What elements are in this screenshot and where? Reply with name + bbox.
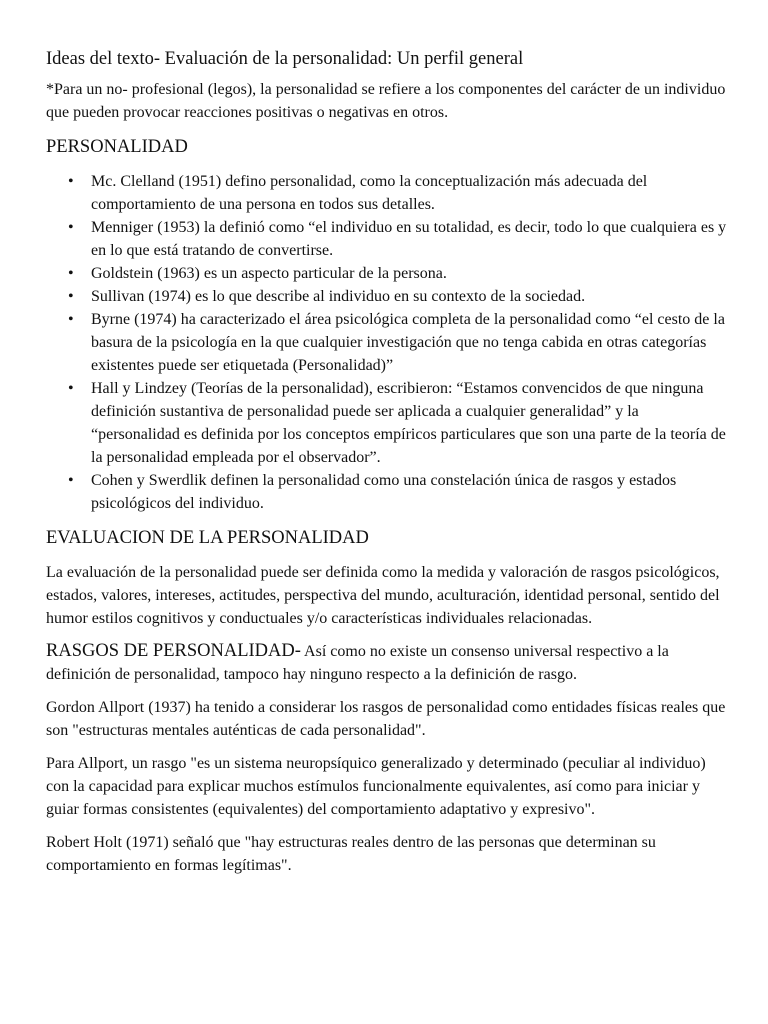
list-item-text: Menniger (1953) la definió como “el individuo en su totalidad, es decir, todo lo que cualquiera es y en lo que está tratando de convertirse. <box>91 219 727 259</box>
allport-1937-paragraph: Gordon Allport (1937) ha tenido a considerar los rasgos de personalidad como entidades físicas reales que son "estructuras mentales auténticas de cada personalidad". <box>46 699 726 739</box>
rasgos-intro-text: Así como no existe un consenso universal respectivo a la definición de personalidad, tampoco hay ninguno respecto a la definición de rasgo. <box>46 643 669 683</box>
list-item-text: Byrne (1974) ha caracterizado el área psicológica completa de la personalidad como “el cesto de la basura de la psicología en la que cualquier investigación que no tenga cabida en otras categorías existentes puede ser etiquetada (Personalidad)” <box>91 311 725 374</box>
list-item-text: Hall y Lindzey (Teorías de la personalidad), escribieron: “Estamos convencidos de que ninguna definición sustantiva de personalidad puede ser aplicada a cualquier generalidad” y la “personalidad es definida por los conceptos empíricos particulares que son una parte de la teoría de la personalidad empleada por el observador”. <box>91 380 726 466</box>
list-item <box>46 262 728 285</box>
list-item <box>46 377 728 469</box>
list-item-text: Sullivan (1974) es lo que describe al individuo en su contexto de la sociedad. <box>91 288 586 305</box>
document-title: Ideas del texto- Evaluación de la personalidad: Un perfil general <box>46 49 524 69</box>
list-item-text: Mc. Clelland (1951) defino personalidad, como la conceptualización más adecuada del comportamiento de una persona en todos sus detalles. <box>91 173 648 213</box>
list-item <box>46 308 728 377</box>
bullet-icon: • <box>68 311 74 328</box>
intro-paragraph: *Para un no- profesional (legos), la personalidad se refiere a los componentes del carácter de un individuo que pueden provocar reacciones positivas o negativas en otros. <box>46 81 726 121</box>
bullet-icon: • <box>68 173 74 190</box>
allport-definition-paragraph: Para Allport, un rasgo "es un sistema neuropsíquico generalizado y determinado (peculiar al individuo) con la capacidad para explicar muchos estímulos funcionalmente equivalentes, así como para iniciar y guiar formas consistentes (equivalentes) del comportamiento adaptativo y expresivo". <box>46 755 706 818</box>
heading-evaluacion: EVALUACION DE LA PERSONALIDAD <box>46 528 369 548</box>
list-item <box>46 469 728 515</box>
holt-paragraph: Robert Holt (1971) señaló que "hay estructuras reales dentro de las personas que determinan su comportamiento en formas legítimas". <box>46 834 656 874</box>
personalidad-definitions-list <box>46 170 728 515</box>
bullet-icon: • <box>68 219 74 236</box>
list-item <box>46 170 728 216</box>
list-item <box>46 285 728 308</box>
list-item-text: Goldstein (1963) es un aspecto particular de la persona. <box>91 265 447 282</box>
bullet-icon: • <box>68 380 74 397</box>
evaluacion-paragraph: La evaluación de la personalidad puede ser definida como la medida y valoración de rasgos psicológicos, estados, valores, intereses, actitudes, perspectiva del mundo, aculturación, identidad personal, sentido del humor estilos cognitivos y conductuales y/o características individuales relacionadas. <box>46 564 720 627</box>
list-item-text: Cohen y Swerdlik definen la personalidad como una constelación única de rasgos y estados psicológicos del individuo. <box>91 472 677 512</box>
list-item <box>46 216 728 262</box>
bullet-icon: • <box>68 265 74 282</box>
rasgos-intro-paragraph <box>46 640 728 686</box>
heading-personalidad: PERSONALIDAD <box>46 137 188 157</box>
heading-rasgos: RASGOS DE PERSONALIDAD- <box>46 641 301 661</box>
bullet-icon: • <box>68 288 74 305</box>
bullet-icon: • <box>68 472 74 489</box>
